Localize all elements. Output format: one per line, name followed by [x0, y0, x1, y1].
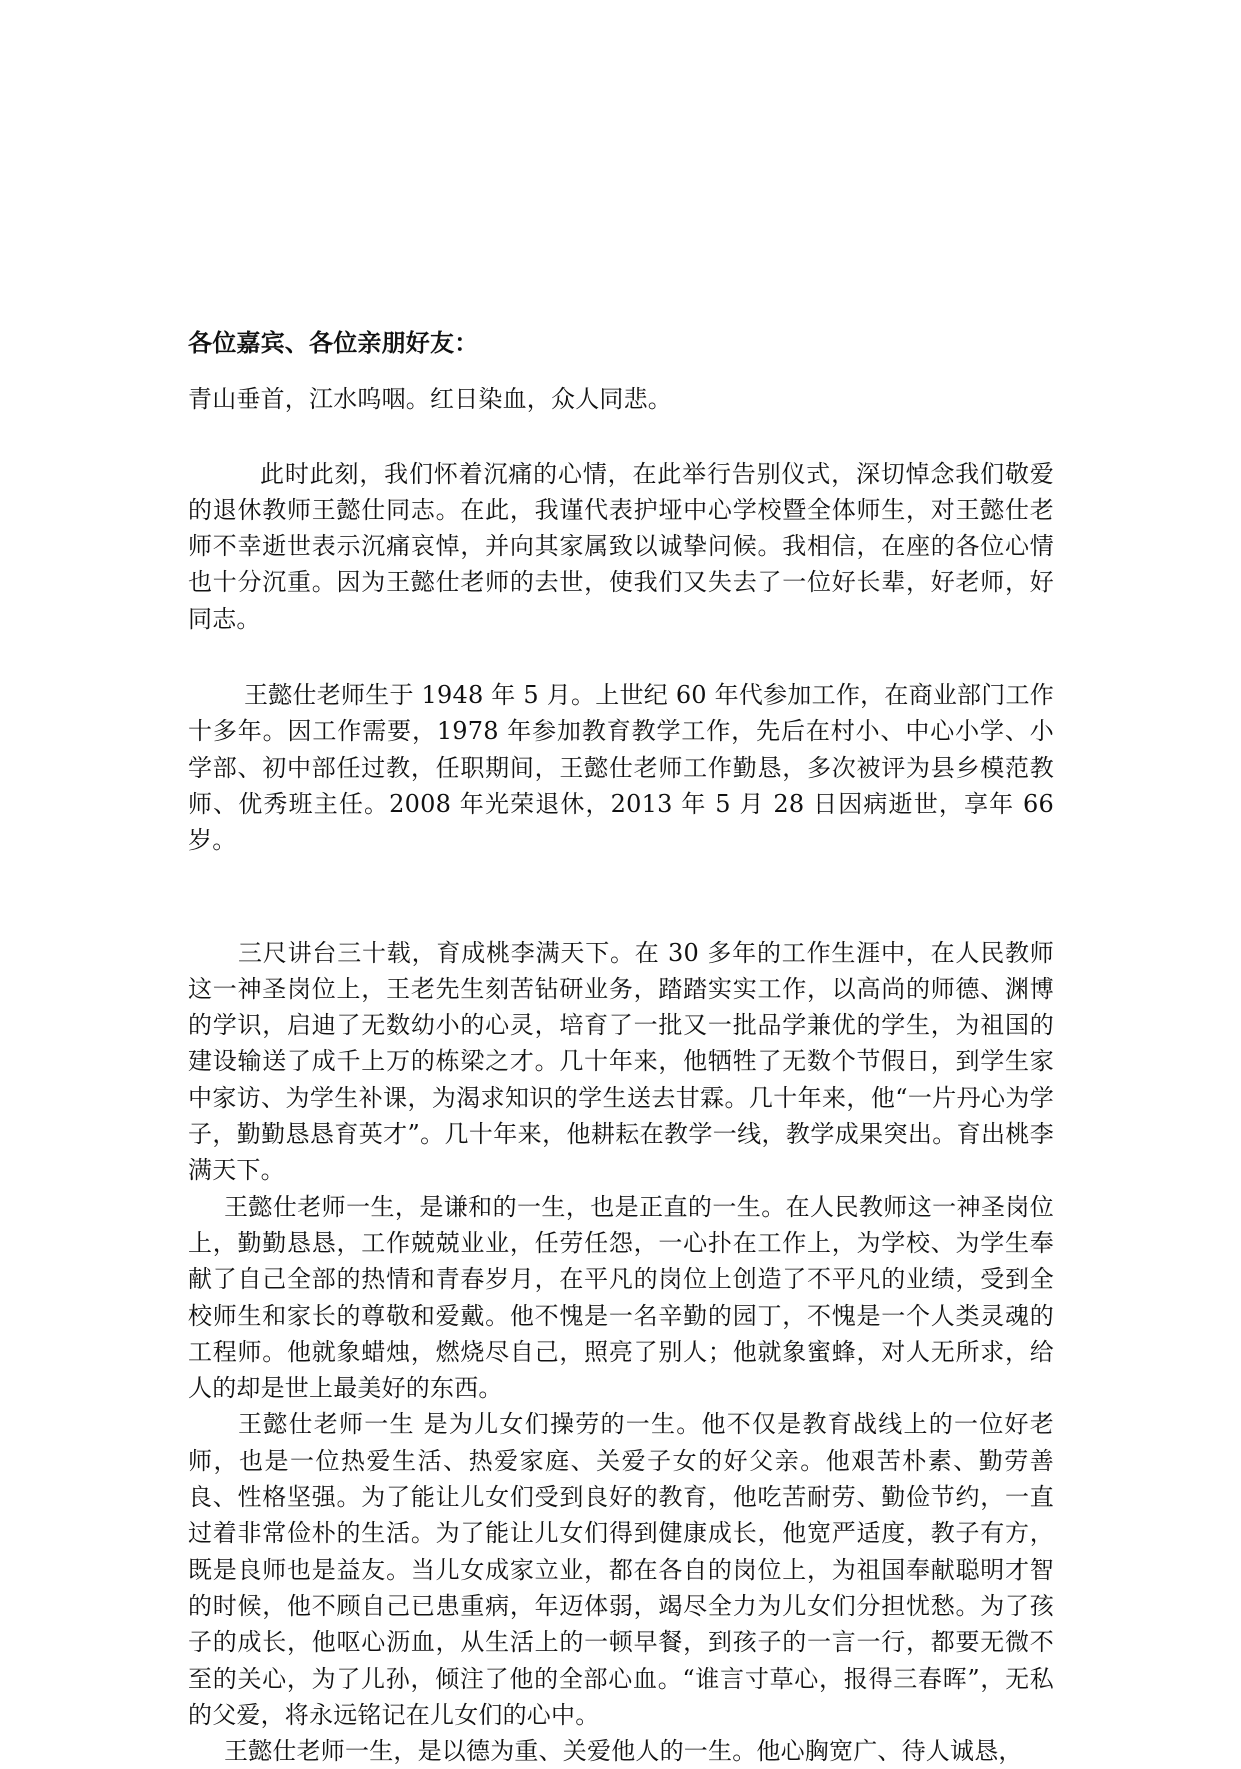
paragraph-virtue: 王懿仕老师一生，是以德为重、关爱他人的一生。他心胸宽广、待人诚恳，: [224, 1737, 1023, 1766]
paragraph-character: 王懿仕老师一生，是谦和的一生，也是正直的一生。在人民教师这一神圣岗位上，勤勤恳恳，工作兢兢业业，任劳任怨，一心扑在工作上，为学校、为学生奉献了自己全部的热情和青春岁月，在平凡的岗位上创造了不平凡的业绩，受到全校师生和家长的尊敬和爱戴。他不愧是一名辛勤的园丁，不愧是一个人类灵魂的工程师。他就象蜡烛，燃烧尽自己，照亮了别人；他就象蜜蜂，对人无所求，给人的却是世上最美好的东西。: [188, 1192, 1054, 1403]
document-body: [188, 325, 1054, 1769]
salutation: 各位嘉宾、各位亲朋好友：: [188, 328, 479, 357]
paragraph-biography: 王懿仕老师生于 1948 年 5 月。上世纪 60 年代参加工作，在商业部门工作十多年。因工作需要，1978 年参加教育教学工作，先后在村小、中心小学、小学部、初中部任过教，任职期间，王懿仕老师工作勤恳，多次被评为县乡模范教师、优秀班主任。2008 年光荣退休，2013 年 5 月 28 日因病逝世，享年 66 岁。: [188, 681, 1054, 855]
paragraph-intro: 青山垂首，江水呜咽。红日染血，众人同悲。: [188, 385, 672, 414]
paragraph-mourning: 此时此刻，我们怀着沉痛的心情，在此举行告别仪式，深切悼念我们敬爱的退休教师王懿仕同志。在此，我谨代表护垭中心学校暨全体师生，对王懿仕老师不幸逝世表示沉痛哀悼，并向其家属致以诚挚问候。我相信，在座的各位心情也十分沉重。因为王懿仕老师的去世，使我们又失去了一位好长辈，好老师，好同志。: [188, 459, 1054, 633]
paragraph-family: 王懿仕老师一生 是为儿女们操劳的一生。他不仅是教育战线上的一位好老师，也是一位热爱生活、热爱家庭、关爱子女的好父亲。他艰苦朴素、勤劳善良、性格坚强。为了能让儿女们受到良好的教育，他吃苦耐劳、勤俭节约，一直过着非常俭朴的生活。为了能让儿女们得到健康成长，他宽严适度，教子有方，既是良师也是益友。当儿女成家立业，都在各自的岗位上，为祖国奉献聪明才智的时候，他不顾自己已患重病，年迈体弱，竭尽全力为儿女们分担忧愁。为了孩子的成长，他呕心沥血，从生活上的一顿早餐，到孩子的一言一行，都要无微不至的关心，为了儿孙，倾注了他的全部心血。“谁言寸草心，报得三春晖”，无私的父爱，将永远铭记在儿女们的心中。: [188, 1410, 1054, 1729]
paragraph-teaching-career: 三尺讲台三十载，育成桃李满天下。在 30 多年的工作生涯中，在人民教师这一神圣岗位上，王老先生刻苦钻研业务，踏踏实实工作，以高尚的师德、渊博的学识，启迪了无数幼小的心灵，培育了一批又一批品学兼优的学生，为祖国的建设输送了成千上万的栋梁之才。几十年来，他牺牲了无数个节假日，到学生家中家访、为学生补课，为渴求知识的学生送去甘霖。几十年来，他“一片丹心为学子，勤勤恳恳育英才”。几十年来，他耕耘在教学一线，教学成果突出。育出桃李满天下。: [188, 938, 1054, 1185]
